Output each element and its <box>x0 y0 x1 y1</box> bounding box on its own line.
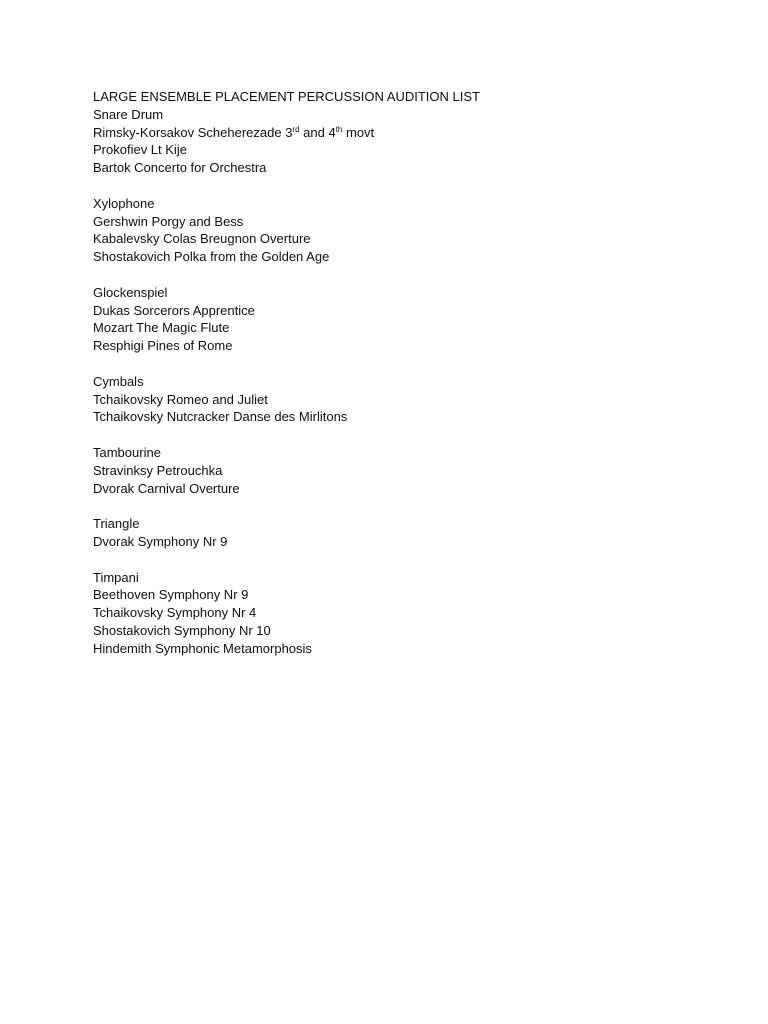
list-item: Mozart The Magic Flute <box>93 320 230 336</box>
section-heading-triangle: Triangle <box>93 516 140 532</box>
list-item: Bartok Concerto for Orchestra <box>93 160 267 176</box>
list-item: Prokofiev Lt Kije <box>93 142 187 158</box>
ordinal-suffix: rd <box>292 124 300 134</box>
ordinal-suffix: th <box>335 124 343 134</box>
list-item: Beethoven Symphony Nr 9 <box>93 587 249 603</box>
list-item-scheherezade <box>93 124 693 142</box>
section-heading-glockenspiel: Glockenspiel <box>93 284 168 300</box>
section-heading-tambourine: Tambourine <box>93 444 161 460</box>
list-item: Dvorak Symphony Nr 9 <box>93 533 228 549</box>
list-item-text: Rimsky-Korsakov Scheherezade 3 <box>93 124 293 140</box>
section-heading-xylophone: Xylophone <box>93 195 155 211</box>
document-content <box>93 88 693 658</box>
list-item: Stravinksy Petrouchka <box>93 462 223 478</box>
document-title: LARGE ENSEMBLE PLACEMENT PERCUSSION AUDITION LIST <box>93 89 480 104</box>
section-heading-cymbals: Cymbals <box>93 373 144 389</box>
list-item: Shostakovich Symphony Nr 10 <box>93 622 271 638</box>
blank-line <box>93 177 693 195</box>
list-item: Dvorak Carnival Overture <box>93 480 240 496</box>
list-item-text: movt <box>342 124 375 140</box>
blank-line <box>93 497 693 515</box>
list-item: Resphigi Pines of Rome <box>93 338 233 354</box>
list-item: Tchaikovsky Romeo and Juliet <box>93 391 268 407</box>
list-item: Tchaikovsky Symphony Nr 4 <box>93 605 257 621</box>
blank-line <box>93 266 693 284</box>
section-heading-timpani: Timpani <box>93 569 139 585</box>
list-item: Shostakovich Polka from the Golden Age <box>93 249 330 265</box>
blank-line <box>93 551 693 569</box>
section-heading-snare-drum: Snare Drum <box>93 106 164 122</box>
list-item: Dukas Sorcerors Apprentice <box>93 302 255 318</box>
list-item: Tchaikovsky Nutcracker Danse des Mirlitons <box>93 409 348 425</box>
list-item: Hindemith Symphonic Metamorphosis <box>93 640 312 656</box>
blank-line <box>93 355 693 373</box>
list-item: Gershwin Porgy and Bess <box>93 213 244 229</box>
list-item-text: and 4 <box>299 124 336 140</box>
blank-line <box>93 426 693 444</box>
list-item: Kabalevsky Colas Breugnon Overture <box>93 231 311 247</box>
